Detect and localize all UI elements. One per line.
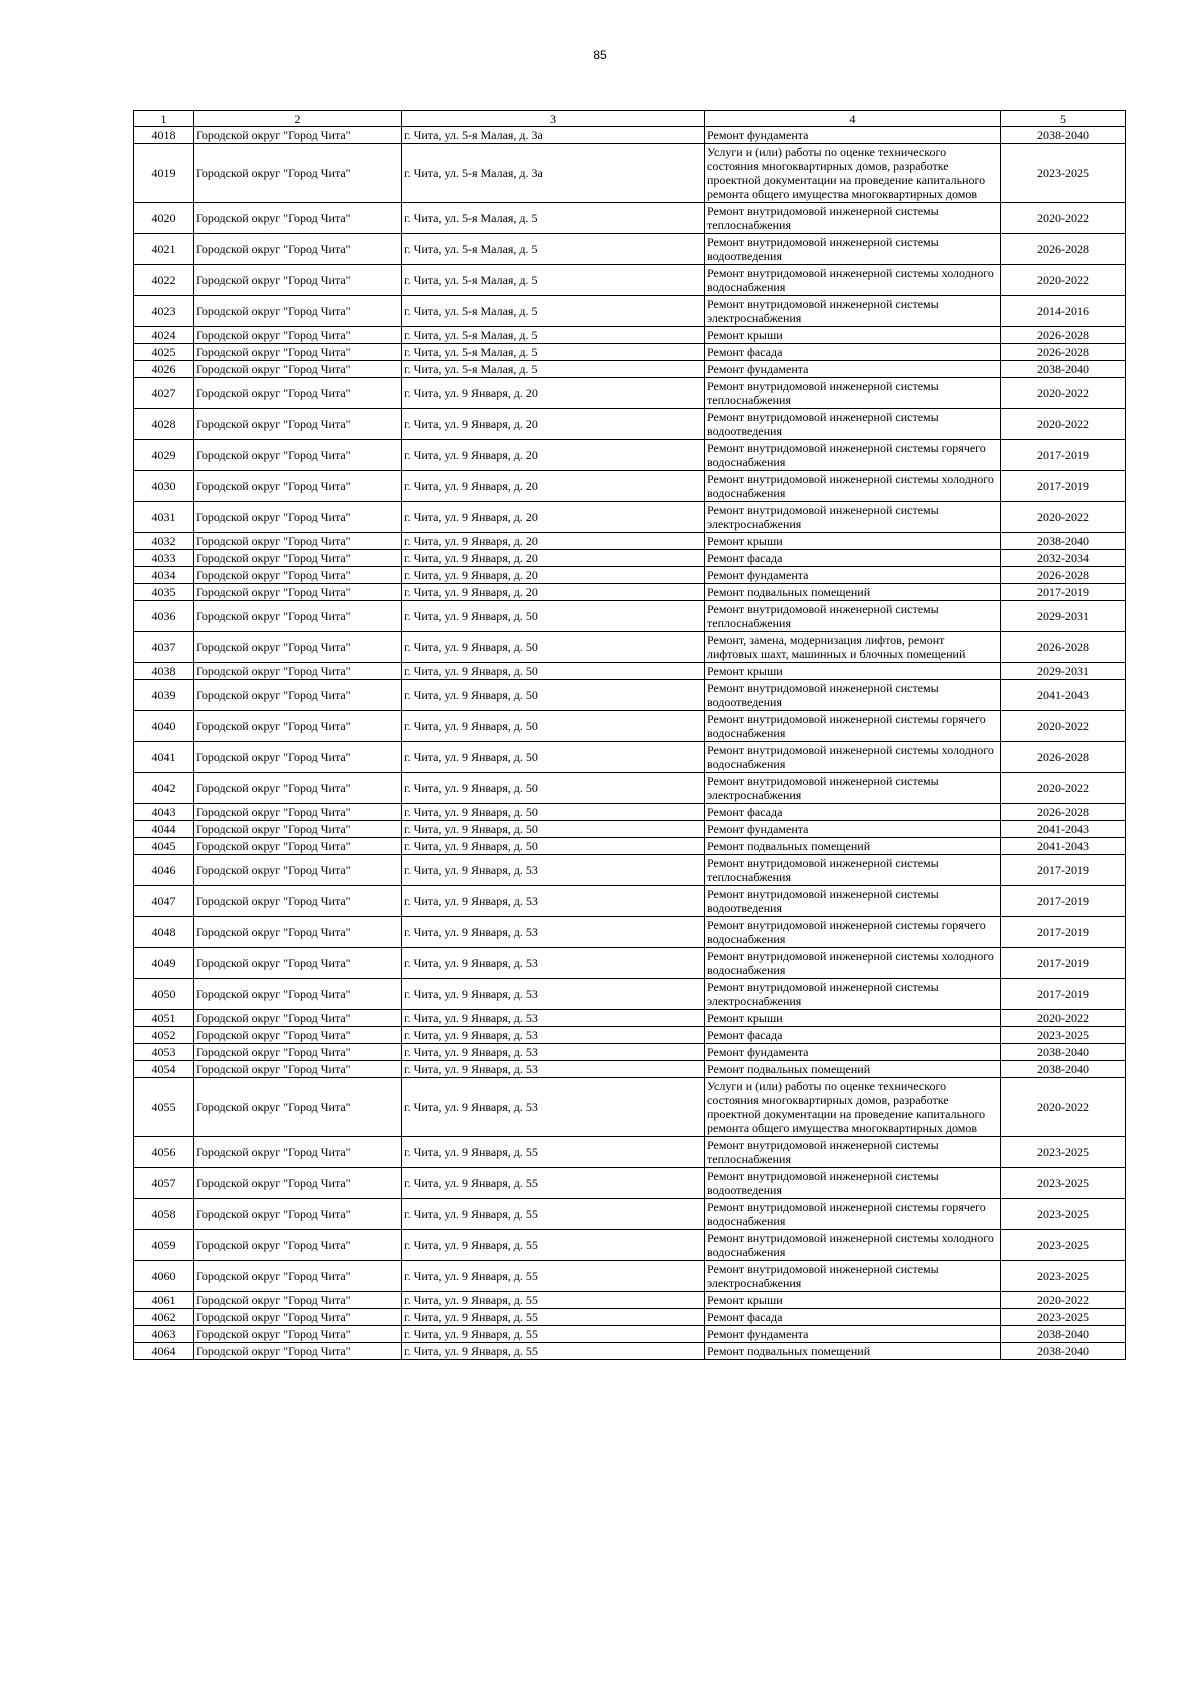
table-row [134, 742, 1126, 773]
address-cell: г. Чита, ул. 5-я Малая, д. 3а [402, 127, 705, 144]
address-cell: г. Чита, ул. 9 Января, д. 55 [402, 1230, 705, 1261]
table-row [134, 1199, 1126, 1230]
municipality-cell: Городской округ "Город Чита" [194, 1137, 402, 1168]
table-row [134, 1168, 1126, 1199]
municipality-cell: Городской округ "Город Чита" [194, 1044, 402, 1061]
row-number: 4022 [134, 265, 194, 296]
period-cell: 2026-2028 [1001, 632, 1126, 663]
work-type-cell: Ремонт крыши [705, 533, 1001, 550]
municipality-cell: Городской округ "Город Чита" [194, 979, 402, 1010]
period-cell: 2023-2025 [1001, 1230, 1126, 1261]
table-row [134, 601, 1126, 632]
municipality-cell: Городской округ "Город Чита" [194, 471, 402, 502]
address-cell: г. Чита, ул. 9 Января, д. 50 [402, 601, 705, 632]
address-cell: г. Чита, ул. 9 Января, д. 20 [402, 567, 705, 584]
period-cell: 2023-2025 [1001, 144, 1126, 203]
period-cell: 2020-2022 [1001, 203, 1126, 234]
municipality-cell: Городской округ "Город Чита" [194, 327, 402, 344]
table-row [134, 1292, 1126, 1309]
row-number: 4027 [134, 378, 194, 409]
row-number: 4060 [134, 1261, 194, 1292]
row-number: 4021 [134, 234, 194, 265]
work-type-cell: Ремонт фундамента [705, 1326, 1001, 1343]
municipality-cell: Городской округ "Город Чита" [194, 1061, 402, 1078]
table-row [134, 1326, 1126, 1343]
work-type-cell: Ремонт фасада [705, 550, 1001, 567]
municipality-cell: Городской округ "Город Чита" [194, 821, 402, 838]
municipality-cell: Городской округ "Город Чита" [194, 601, 402, 632]
row-number: 4040 [134, 711, 194, 742]
municipality-cell: Городской округ "Город Чита" [194, 680, 402, 711]
table-row [134, 821, 1126, 838]
work-type-cell: Ремонт крыши [705, 663, 1001, 680]
column-header-4: 4 [705, 111, 1001, 127]
address-cell: г. Чита, ул. 5-я Малая, д. 5 [402, 361, 705, 378]
municipality-cell: Городской округ "Город Чита" [194, 1261, 402, 1292]
work-type-cell: Ремонт внутридомовой инженерной системы водоотведения [705, 886, 1001, 917]
work-type-cell: Ремонт внутридомовой инженерной системы холодного водоснабжения [705, 471, 1001, 502]
municipality-cell: Городской округ "Город Чита" [194, 632, 402, 663]
address-cell: г. Чита, ул. 5-я Малая, д. 5 [402, 327, 705, 344]
work-type-cell: Ремонт внутридомовой инженерной системы холодного водоснабжения [705, 742, 1001, 773]
address-cell: г. Чита, ул. 9 Января, д. 53 [402, 1010, 705, 1027]
municipality-cell: Городской округ "Город Чита" [194, 378, 402, 409]
row-number: 4058 [134, 1199, 194, 1230]
municipality-cell: Городской округ "Город Чита" [194, 1292, 402, 1309]
row-number: 4057 [134, 1168, 194, 1199]
work-type-cell: Ремонт внутридомовой инженерной системы холодного водоснабжения [705, 948, 1001, 979]
municipality-cell: Городской округ "Город Чита" [194, 440, 402, 471]
period-cell: 2020-2022 [1001, 409, 1126, 440]
period-cell: 2017-2019 [1001, 440, 1126, 471]
period-cell: 2020-2022 [1001, 773, 1126, 804]
table-row [134, 361, 1126, 378]
work-type-cell: Ремонт внутридомовой инженерной системы горячего водоснабжения [705, 440, 1001, 471]
municipality-cell: Городской округ "Город Чита" [194, 1326, 402, 1343]
table-row [134, 948, 1126, 979]
row-number: 4024 [134, 327, 194, 344]
period-cell: 2026-2028 [1001, 742, 1126, 773]
address-cell: г. Чита, ул. 9 Января, д. 53 [402, 1061, 705, 1078]
table-row [134, 1078, 1126, 1137]
address-cell: г. Чита, ул. 9 Января, д. 20 [402, 533, 705, 550]
municipality-cell: Городской округ "Город Чита" [194, 855, 402, 886]
work-type-cell: Ремонт фасада [705, 804, 1001, 821]
work-type-cell: Услуги и (или) работы по оценке технического состояния многоквартирных домов, разработке проектной документации на проведение капитального ремонта общего имущества многоквартирных домов [705, 1078, 1001, 1137]
table-row [134, 344, 1126, 361]
period-cell: 2020-2022 [1001, 265, 1126, 296]
work-type-cell: Ремонт внутридомовой инженерной системы теплоснабжения [705, 601, 1001, 632]
address-cell: г. Чита, ул. 9 Января, д. 55 [402, 1309, 705, 1326]
header-row [134, 111, 1126, 127]
municipality-cell: Городской округ "Город Чита" [194, 1027, 402, 1044]
municipality-cell: Городской округ "Город Чита" [194, 838, 402, 855]
work-type-cell: Ремонт внутридомовой инженерной системы горячего водоснабжения [705, 1199, 1001, 1230]
row-number: 4020 [134, 203, 194, 234]
table-row [134, 1044, 1126, 1061]
row-number: 4023 [134, 296, 194, 327]
row-number: 4026 [134, 361, 194, 378]
period-cell: 2041-2043 [1001, 838, 1126, 855]
table-row [134, 234, 1126, 265]
row-number: 4028 [134, 409, 194, 440]
row-number: 4048 [134, 917, 194, 948]
work-type-cell: Ремонт крыши [705, 327, 1001, 344]
table-row [134, 1261, 1126, 1292]
table-row [134, 632, 1126, 663]
table-row [134, 1343, 1126, 1360]
table-body [134, 127, 1126, 1360]
table-row [134, 1137, 1126, 1168]
work-type-cell: Ремонт внутридомовой инженерной системы холодного водоснабжения [705, 1230, 1001, 1261]
address-cell: г. Чита, ул. 9 Января, д. 50 [402, 838, 705, 855]
period-cell: 2038-2040 [1001, 361, 1126, 378]
row-number: 4032 [134, 533, 194, 550]
period-cell: 2023-2025 [1001, 1309, 1126, 1326]
period-cell: 2026-2028 [1001, 327, 1126, 344]
municipality-cell: Городской округ "Город Чита" [194, 773, 402, 804]
row-number: 4041 [134, 742, 194, 773]
repair-schedule-table [133, 110, 1126, 1360]
table-row [134, 1010, 1126, 1027]
period-cell: 2032-2034 [1001, 550, 1126, 567]
period-cell: 2017-2019 [1001, 471, 1126, 502]
work-type-cell: Ремонт внутридомовой инженерной системы теплоснабжения [705, 1137, 1001, 1168]
address-cell: г. Чита, ул. 9 Января, д. 20 [402, 471, 705, 502]
work-type-cell: Ремонт подвальных помещений [705, 1061, 1001, 1078]
municipality-cell: Городской округ "Город Чита" [194, 1010, 402, 1027]
row-number: 4046 [134, 855, 194, 886]
address-cell: г. Чита, ул. 9 Января, д. 53 [402, 948, 705, 979]
table-row [134, 917, 1126, 948]
period-cell: 2023-2025 [1001, 1027, 1126, 1044]
work-type-cell: Ремонт внутридомовой инженерной системы теплоснабжения [705, 378, 1001, 409]
address-cell: г. Чита, ул. 9 Января, д. 55 [402, 1137, 705, 1168]
period-cell: 2017-2019 [1001, 979, 1126, 1010]
table-row [134, 1061, 1126, 1078]
address-cell: г. Чита, ул. 9 Января, д. 55 [402, 1292, 705, 1309]
row-number: 4035 [134, 584, 194, 601]
table-row [134, 979, 1126, 1010]
work-type-cell: Ремонт внутридомовой инженерной системы электроснабжения [705, 502, 1001, 533]
work-type-cell: Ремонт фасада [705, 1309, 1001, 1326]
row-number: 4033 [134, 550, 194, 567]
address-cell: г. Чита, ул. 9 Января, д. 20 [402, 584, 705, 601]
period-cell: 2023-2025 [1001, 1137, 1126, 1168]
table-row [134, 533, 1126, 550]
work-type-cell: Ремонт подвальных помещений [705, 1343, 1001, 1360]
row-number: 4055 [134, 1078, 194, 1137]
address-cell: г. Чита, ул. 9 Января, д. 20 [402, 409, 705, 440]
address-cell: г. Чита, ул. 9 Января, д. 50 [402, 680, 705, 711]
period-cell: 2026-2028 [1001, 234, 1126, 265]
period-cell: 2026-2028 [1001, 804, 1126, 821]
column-header-5: 5 [1001, 111, 1126, 127]
table-row [134, 203, 1126, 234]
table-row [134, 409, 1126, 440]
table-row [134, 663, 1126, 680]
period-cell: 2023-2025 [1001, 1168, 1126, 1199]
row-number: 4051 [134, 1010, 194, 1027]
address-cell: г. Чита, ул. 9 Января, д. 50 [402, 742, 705, 773]
row-number: 4064 [134, 1343, 194, 1360]
period-cell: 2017-2019 [1001, 917, 1126, 948]
address-cell: г. Чита, ул. 9 Января, д. 55 [402, 1326, 705, 1343]
page-number: 85 [593, 48, 607, 62]
period-cell: 2017-2019 [1001, 886, 1126, 917]
municipality-cell: Городской округ "Город Чита" [194, 804, 402, 821]
row-number: 4019 [134, 144, 194, 203]
row-number: 4018 [134, 127, 194, 144]
address-cell: г. Чита, ул. 9 Января, д. 53 [402, 1027, 705, 1044]
row-number: 4029 [134, 440, 194, 471]
work-type-cell: Ремонт фундамента [705, 361, 1001, 378]
period-cell: 2020-2022 [1001, 1078, 1126, 1137]
table-row [134, 567, 1126, 584]
row-number: 4053 [134, 1044, 194, 1061]
municipality-cell: Городской округ "Город Чита" [194, 1199, 402, 1230]
municipality-cell: Городской округ "Город Чита" [194, 409, 402, 440]
row-number: 4052 [134, 1027, 194, 1044]
period-cell: 2020-2022 [1001, 1010, 1126, 1027]
period-cell: 2020-2022 [1001, 378, 1126, 409]
row-number: 4056 [134, 1137, 194, 1168]
address-cell: г. Чита, ул. 5-я Малая, д. 5 [402, 296, 705, 327]
work-type-cell: Ремонт внутридомовой инженерной системы водоотведения [705, 409, 1001, 440]
period-cell: 2038-2040 [1001, 533, 1126, 550]
row-number: 4059 [134, 1230, 194, 1261]
row-number: 4030 [134, 471, 194, 502]
work-type-cell: Ремонт внутридомовой инженерной системы водоотведения [705, 234, 1001, 265]
period-cell: 2038-2040 [1001, 127, 1126, 144]
column-header-2: 2 [194, 111, 402, 127]
address-cell: г. Чита, ул. 5-я Малая, д. 3а [402, 144, 705, 203]
municipality-cell: Городской округ "Город Чита" [194, 663, 402, 680]
address-cell: г. Чита, ул. 9 Января, д. 50 [402, 821, 705, 838]
work-type-cell: Услуги и (или) работы по оценке технического состояния многоквартирных домов, разработке проектной документации на проведение капитального ремонта общего имущества многоквартирных домов [705, 144, 1001, 203]
table-row [134, 773, 1126, 804]
municipality-cell: Городской округ "Город Чита" [194, 584, 402, 601]
table-row [134, 327, 1126, 344]
table-row [134, 296, 1126, 327]
row-number: 4063 [134, 1326, 194, 1343]
address-cell: г. Чита, ул. 9 Января, д. 53 [402, 855, 705, 886]
address-cell: г. Чита, ул. 9 Января, д. 20 [402, 550, 705, 567]
address-cell: г. Чита, ул. 9 Января, д. 50 [402, 773, 705, 804]
work-type-cell: Ремонт фасада [705, 344, 1001, 361]
period-cell: 2023-2025 [1001, 1199, 1126, 1230]
row-number: 4054 [134, 1061, 194, 1078]
row-number: 4061 [134, 1292, 194, 1309]
row-number: 4045 [134, 838, 194, 855]
row-number: 4047 [134, 886, 194, 917]
period-cell: 2041-2043 [1001, 821, 1126, 838]
municipality-cell: Городской округ "Город Чита" [194, 1168, 402, 1199]
municipality-cell: Городской округ "Город Чита" [194, 917, 402, 948]
work-type-cell: Ремонт внутридомовой инженерной системы электроснабжения [705, 979, 1001, 1010]
row-number: 4043 [134, 804, 194, 821]
row-number: 4042 [134, 773, 194, 804]
period-cell: 2026-2028 [1001, 344, 1126, 361]
table-row [134, 440, 1126, 471]
table-row [134, 1027, 1126, 1044]
table-row [134, 378, 1126, 409]
period-cell: 2017-2019 [1001, 584, 1126, 601]
period-cell: 2038-2040 [1001, 1343, 1126, 1360]
row-number: 4062 [134, 1309, 194, 1326]
address-cell: г. Чита, ул. 5-я Малая, д. 5 [402, 234, 705, 265]
address-cell: г. Чита, ул. 9 Января, д. 53 [402, 886, 705, 917]
table-row [134, 680, 1126, 711]
municipality-cell: Городской округ "Город Чита" [194, 533, 402, 550]
municipality-cell: Городской округ "Город Чита" [194, 742, 402, 773]
municipality-cell: Городской округ "Город Чита" [194, 265, 402, 296]
address-cell: г. Чита, ул. 5-я Малая, д. 5 [402, 203, 705, 234]
table-row [134, 550, 1126, 567]
municipality-cell: Городской округ "Город Чита" [194, 1309, 402, 1326]
address-cell: г. Чита, ул. 9 Января, д. 53 [402, 1078, 705, 1137]
table-row [134, 1309, 1126, 1326]
address-cell: г. Чита, ул. 9 Января, д. 50 [402, 632, 705, 663]
work-type-cell: Ремонт внутридомовой инженерной системы горячего водоснабжения [705, 711, 1001, 742]
table-row [134, 265, 1126, 296]
work-type-cell: Ремонт фундамента [705, 1044, 1001, 1061]
municipality-cell: Городской округ "Город Чита" [194, 127, 402, 144]
period-cell: 2020-2022 [1001, 711, 1126, 742]
period-cell: 2020-2022 [1001, 1292, 1126, 1309]
period-cell: 2038-2040 [1001, 1044, 1126, 1061]
work-type-cell: Ремонт подвальных помещений [705, 838, 1001, 855]
work-type-cell: Ремонт крыши [705, 1010, 1001, 1027]
municipality-cell: Городской округ "Город Чита" [194, 1343, 402, 1360]
table-row [134, 502, 1126, 533]
municipality-cell: Городской округ "Город Чита" [194, 1078, 402, 1137]
municipality-cell: Городской округ "Город Чита" [194, 502, 402, 533]
work-type-cell: Ремонт внутридомовой инженерной системы теплоснабжения [705, 203, 1001, 234]
municipality-cell: Городской округ "Город Чита" [194, 711, 402, 742]
municipality-cell: Городской округ "Город Чита" [194, 144, 402, 203]
work-type-cell: Ремонт внутридомовой инженерной системы электроснабжения [705, 773, 1001, 804]
municipality-cell: Городской округ "Город Чита" [194, 296, 402, 327]
work-type-cell: Ремонт внутридомовой инженерной системы горячего водоснабжения [705, 917, 1001, 948]
row-number: 4031 [134, 502, 194, 533]
period-cell: 2029-2031 [1001, 663, 1126, 680]
address-cell: г. Чита, ул. 9 Января, д. 55 [402, 1261, 705, 1292]
period-cell: 2029-2031 [1001, 601, 1126, 632]
work-type-cell: Ремонт внутридомовой инженерной системы водоотведения [705, 1168, 1001, 1199]
period-cell: 2026-2028 [1001, 567, 1126, 584]
work-type-cell: Ремонт, замена, модернизация лифтов, ремонт лифтовых шахт, машинных и блочных помещений [705, 632, 1001, 663]
address-cell: г. Чита, ул. 9 Января, д. 20 [402, 502, 705, 533]
address-cell: г. Чита, ул. 9 Января, д. 20 [402, 378, 705, 409]
row-number: 4037 [134, 632, 194, 663]
work-type-cell: Ремонт фундамента [705, 821, 1001, 838]
period-cell: 2041-2043 [1001, 680, 1126, 711]
work-type-cell: Ремонт крыши [705, 1292, 1001, 1309]
municipality-cell: Городской округ "Город Чита" [194, 203, 402, 234]
municipality-cell: Городской округ "Город Чита" [194, 567, 402, 584]
row-number: 4038 [134, 663, 194, 680]
row-number: 4049 [134, 948, 194, 979]
address-cell: г. Чита, ул. 9 Января, д. 20 [402, 440, 705, 471]
period-cell: 2020-2022 [1001, 502, 1126, 533]
table-row [134, 471, 1126, 502]
column-header-3: 3 [402, 111, 705, 127]
column-header-1: 1 [134, 111, 194, 127]
municipality-cell: Городской округ "Город Чита" [194, 344, 402, 361]
address-cell: г. Чита, ул. 5-я Малая, д. 5 [402, 265, 705, 296]
municipality-cell: Городской округ "Город Чита" [194, 234, 402, 265]
period-cell: 2017-2019 [1001, 948, 1126, 979]
period-cell: 2038-2040 [1001, 1061, 1126, 1078]
work-type-cell: Ремонт внутридомовой инженерной системы холодного водоснабжения [705, 265, 1001, 296]
work-type-cell: Ремонт фундамента [705, 567, 1001, 584]
row-number: 4039 [134, 680, 194, 711]
address-cell: г. Чита, ул. 9 Января, д. 53 [402, 917, 705, 948]
address-cell: г. Чита, ул. 5-я Малая, д. 5 [402, 344, 705, 361]
municipality-cell: Городской округ "Город Чита" [194, 550, 402, 567]
table-row [134, 886, 1126, 917]
table-row [134, 127, 1126, 144]
table-row [134, 1230, 1126, 1261]
table-row [134, 584, 1126, 601]
work-type-cell: Ремонт фундамента [705, 127, 1001, 144]
row-number: 4050 [134, 979, 194, 1010]
municipality-cell: Городской округ "Город Чита" [194, 361, 402, 378]
address-cell: г. Чита, ул. 9 Января, д. 50 [402, 804, 705, 821]
table-row [134, 711, 1126, 742]
row-number: 4025 [134, 344, 194, 361]
address-cell: г. Чита, ул. 9 Января, д. 50 [402, 663, 705, 680]
period-cell: 2014-2016 [1001, 296, 1126, 327]
address-cell: г. Чита, ул. 9 Января, д. 55 [402, 1343, 705, 1360]
table-row [134, 838, 1126, 855]
work-type-cell: Ремонт внутридомовой инженерной системы водоотведения [705, 680, 1001, 711]
row-number: 4036 [134, 601, 194, 632]
address-cell: г. Чита, ул. 9 Января, д. 53 [402, 979, 705, 1010]
work-type-cell: Ремонт внутридомовой инженерной системы электроснабжения [705, 1261, 1001, 1292]
work-type-cell: Ремонт подвальных помещений [705, 584, 1001, 601]
municipality-cell: Городской округ "Город Чита" [194, 948, 402, 979]
work-type-cell: Ремонт внутридомовой инженерной системы электроснабжения [705, 296, 1001, 327]
address-cell: г. Чита, ул. 9 Января, д. 55 [402, 1168, 705, 1199]
table-row [134, 144, 1126, 203]
period-cell: 2038-2040 [1001, 1326, 1126, 1343]
period-cell: 2017-2019 [1001, 855, 1126, 886]
municipality-cell: Городской округ "Город Чита" [194, 886, 402, 917]
address-cell: г. Чита, ул. 9 Января, д. 50 [402, 711, 705, 742]
row-number: 4034 [134, 567, 194, 584]
address-cell: г. Чита, ул. 9 Января, д. 53 [402, 1044, 705, 1061]
table-row [134, 804, 1126, 821]
table-row [134, 855, 1126, 886]
work-type-cell: Ремонт фасада [705, 1027, 1001, 1044]
municipality-cell: Городской округ "Город Чита" [194, 1230, 402, 1261]
work-type-cell: Ремонт внутридомовой инженерной системы теплоснабжения [705, 855, 1001, 886]
row-number: 4044 [134, 821, 194, 838]
address-cell: г. Чита, ул. 9 Января, д. 55 [402, 1199, 705, 1230]
period-cell: 2023-2025 [1001, 1261, 1126, 1292]
